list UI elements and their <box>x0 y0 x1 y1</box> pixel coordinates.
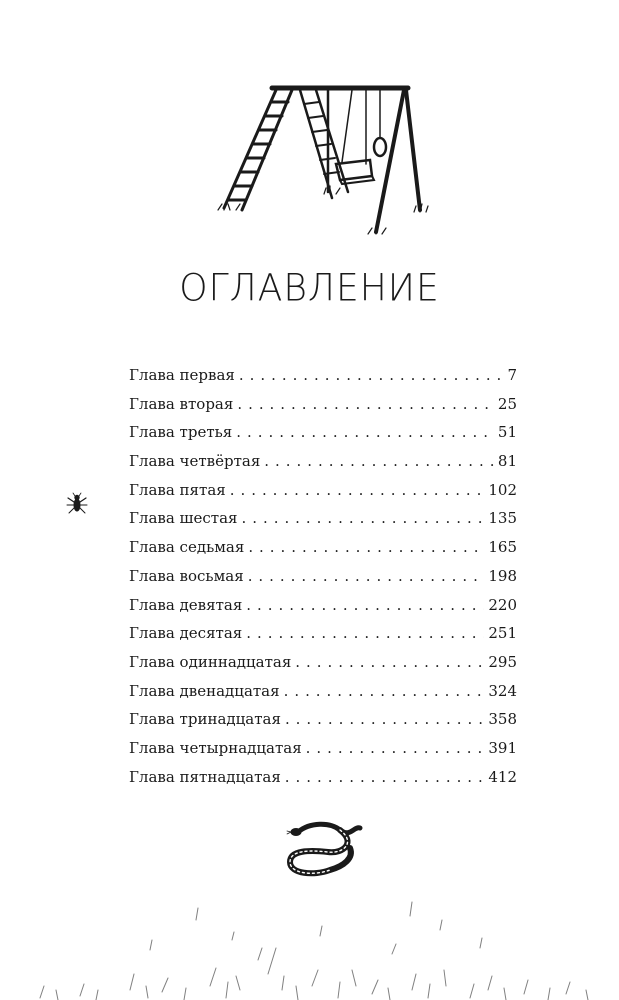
toc-leader-dots <box>246 596 484 614</box>
toc-entry[interactable] <box>129 596 517 625</box>
toc-entry-label: Глава пятая <box>129 480 226 499</box>
toc-leader-dots <box>285 768 485 786</box>
table-of-contents <box>129 366 517 796</box>
toc-entry-label: Глава первая <box>129 366 235 384</box>
toc-entry-label: Глава третья <box>129 423 233 442</box>
toc-entry[interactable] <box>129 395 517 424</box>
snake-icon <box>284 818 368 880</box>
toc-leader-dots <box>264 452 494 470</box>
swing-set-icon <box>216 80 436 240</box>
toc-entry[interactable] <box>129 682 517 711</box>
toc-leader-dots <box>236 423 494 441</box>
toc-entry-label: Глава десятая <box>129 624 243 643</box>
toc-leader-dots <box>237 395 494 413</box>
toc-entry-page-number: 165 <box>488 538 517 557</box>
toc-entry[interactable] <box>129 739 517 768</box>
toc-entry[interactable] <box>129 567 517 596</box>
toc-entry-page-number: 135 <box>488 509 517 528</box>
toc-entry[interactable] <box>129 481 517 510</box>
toc-leader-dots <box>285 710 484 728</box>
toc-entry-label: Глава девятая <box>129 595 243 614</box>
toc-entry-page-number: 412 <box>488 767 517 786</box>
toc-entry-page-number: 102 <box>488 480 517 499</box>
toc-entry[interactable] <box>129 452 517 481</box>
toc-entry-label: Глава пятнадцатая <box>129 767 281 786</box>
toc-leader-dots <box>239 366 504 384</box>
toc-entry[interactable] <box>129 366 517 395</box>
toc-leader-dots <box>230 481 485 499</box>
toc-entry[interactable] <box>129 624 517 653</box>
toc-entry[interactable] <box>129 653 517 682</box>
toc-entry-page-number: 358 <box>488 710 517 729</box>
toc-leader-dots <box>248 538 484 556</box>
toc-entry[interactable] <box>129 538 517 567</box>
toc-entry-label: Глава одиннадцатая <box>129 652 292 671</box>
fly-icon <box>66 492 88 516</box>
toc-entry-label: Глава четвёртая <box>129 452 261 471</box>
toc-entry-page-number: 295 <box>488 652 517 671</box>
toc-entry-page-number: 51 <box>497 423 517 442</box>
toc-entry[interactable] <box>129 710 517 739</box>
toc-entry-label: Глава двенадцатая <box>129 681 280 700</box>
toc-entry-page-number: 251 <box>488 624 517 643</box>
toc-entry-label: Глава восьмая <box>129 566 244 585</box>
toc-entry[interactable] <box>129 509 517 538</box>
toc-leader-dots <box>242 509 485 527</box>
toc-entry-page-number: 324 <box>488 681 517 700</box>
toc-entry-page-number: 220 <box>488 595 517 614</box>
toc-leader-dots <box>246 624 484 642</box>
toc-entry-page-number: 198 <box>488 566 517 585</box>
toc-entry-page-number: 81 <box>497 452 517 471</box>
grass-icon <box>0 890 619 1000</box>
toc-entry[interactable] <box>129 423 517 452</box>
toc-leader-dots <box>295 653 484 671</box>
toc-entry-page-number: 25 <box>497 394 517 413</box>
toc-entry-page-number: 391 <box>488 738 517 757</box>
toc-entry-page-number: 7 <box>507 366 517 384</box>
toc-entry-label: Глава тринадцатая <box>129 710 281 729</box>
toc-leader-dots <box>306 739 485 757</box>
toc-entry-label: Глава вторая <box>129 394 234 413</box>
page-title: ОГЛАВЛЕНИЕ <box>179 266 440 311</box>
toc-leader-dots <box>284 682 485 700</box>
toc-entry-label: Глава седьмая <box>129 538 245 557</box>
toc-leader-dots <box>248 567 485 585</box>
toc-entry[interactable] <box>129 768 517 797</box>
toc-entry-label: Глава шестая <box>129 509 238 528</box>
toc-entry-label: Глава четырнадцатая <box>129 738 302 757</box>
